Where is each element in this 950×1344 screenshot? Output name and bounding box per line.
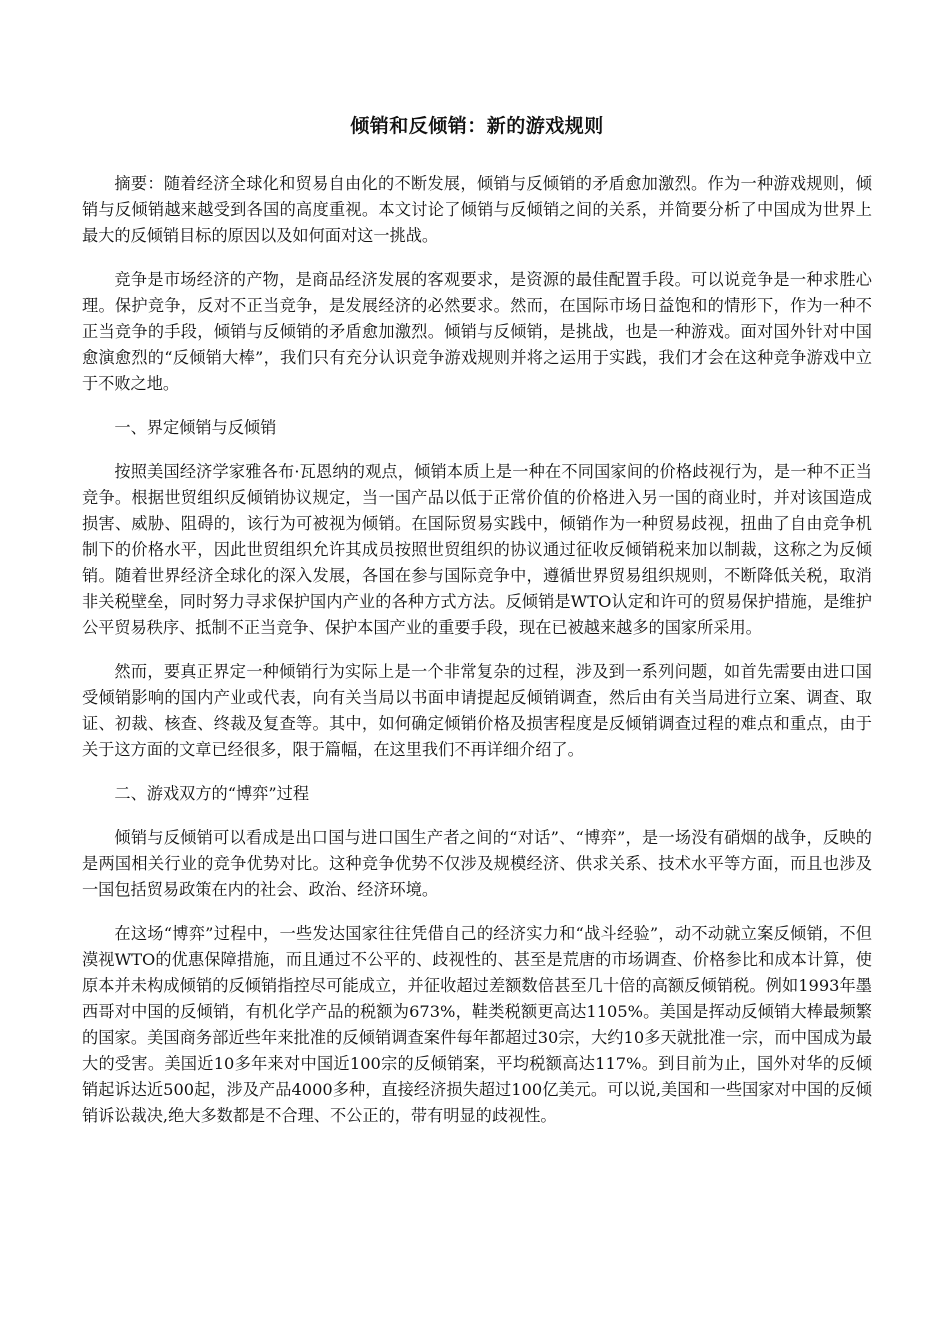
document-title: 倾销和反倾销：新的游戏规则 (350, 115, 604, 137)
section2-paragraph-1: 倾销与反倾销可以看成是出口国与进口国生产者之间的“对话”、“博弈”，是一场没有硝烟的战争，反映的是两国相关行业的竞争优势对比。这种竞争优势不仅涉及规模经济、供求关系、技术水平等方面，而且也涉及一国包括贸易政策在内的社会、政治、经济环境。 (82, 828, 872, 899)
section-heading-1: 一、界定倾销与反倾销 (114, 418, 277, 437)
intro-paragraph: 竞争是市场经济的产物，是商品经济发展的客观要求，是资源的最佳配置手段。可以说竞争是一种求胜心理。保护竞争，反对不正当竞争，是发展经济的必然要求。然而，在国际市场日益饱和的情形下，作为一种不正当竞争的手段，倾销与反倾销的矛盾愈加激烈。倾销与反倾销，是挑战，也是一种游戏。面对国外针对中国愈演愈烈的“反倾销大棒”，我们只有充分认识竞争游戏规则并将之运用于实践，我们才会在这种竞争游戏中立于不败之地。 (82, 270, 872, 393)
section1-paragraph-2: 然而，要真正界定一种倾销行为实际上是一个非常复杂的过程，涉及到一系列问题，如首先需要由进口国受倾销影响的国内产业或代表，向有关当局以书面申请提起反倾销调查，然后由有关当局进行立案、调查、取证、初裁、核查、终裁及复查等。其中，如何确定倾销价格及损害程度是反倾销调查过程的难点和重点，由于关于这方面的文章已经很多，限于篇幅，在这里我们不再详细介绍了。 (82, 662, 872, 759)
section-heading-2: 二、游戏双方的“博弈”过程 (114, 784, 310, 803)
section2-paragraph-2: 在这场“博弈”过程中，一些发达国家往往凭借自己的经济实力和“战斗经验”，动不动就立案反倾销，不但漠视WTO的优惠保障措施，而且通过不公平的、歧视性的、甚至是荒唐的市场调查、价格参比和成本计算，使原本并未构成倾销的反倾销指控尽可能成立，并征收超过差额数倍甚至几十倍的高额反倾销税。例如1993年墨西哥对中国的反倾销，有机化学产品的税额为673%，鞋类税额更高达1105%。美国是挥动反倾销大棒最频繁的国家。美国商务部近些年来批准的反倾销调查案件每年都超过30宗，大约10多天就批准一宗，而中国成为最大的受害。美国近10多年来对中国近100宗的反倾销案，平均税额高达117%。到目前为止，国外对华的反倾销起诉达近500起，涉及产品4000多种，直接经济损失超过100亿美元。可以说,美国和一些国家对中国的反倾销诉讼裁决,绝大多数都是不合理、不公正的，带有明显的歧视性。 (82, 924, 872, 1125)
document-page (82, 112, 872, 1147)
section1-paragraph-1: 按照美国经济学家雅各布·瓦恩纳的观点，倾销本质上是一种在不同国家间的价格歧视行为，是一种不正当竞争。根据世贸组织反倾销协议规定，当一国产品以低于正常价值的价格进入另一国的商业时，并对该国造成损害、威胁、阻碍的，该行为可被视为倾销。在国际贸易实践中，倾销作为一种贸易歧视，扭曲了自由竞争机制下的价格水平，因此世贸组织允许其成员按照世贸组织的协议通过征收反倾销税来加以制裁，这称之为反倾销。随着世界经济全球化的深入发展，各国在参与国际竞争中，遵循世界贸易组织规则，不断降低关税，取消非关税壁垒，同时努力寻求保护国内产业的各种方式方法。反倾销是WTO认定和许可的贸易保护措施，是维护公平贸易秩序、抵制不正当竞争、保护本国产业的重要手段，现在已被越来越多的国家所采用。 (82, 462, 872, 637)
abstract-paragraph: 摘要：随着经济全球化和贸易自由化的不断发展，倾销与反倾销的矛盾愈加激烈。作为一种游戏规则，倾销与反倾销越来越受到各国的高度重视。本文讨论了倾销与反倾销之间的关系，并简要分析了中国成为世界上最大的反倾销目标的原因以及如何面对这一挑战。 (82, 174, 872, 245)
